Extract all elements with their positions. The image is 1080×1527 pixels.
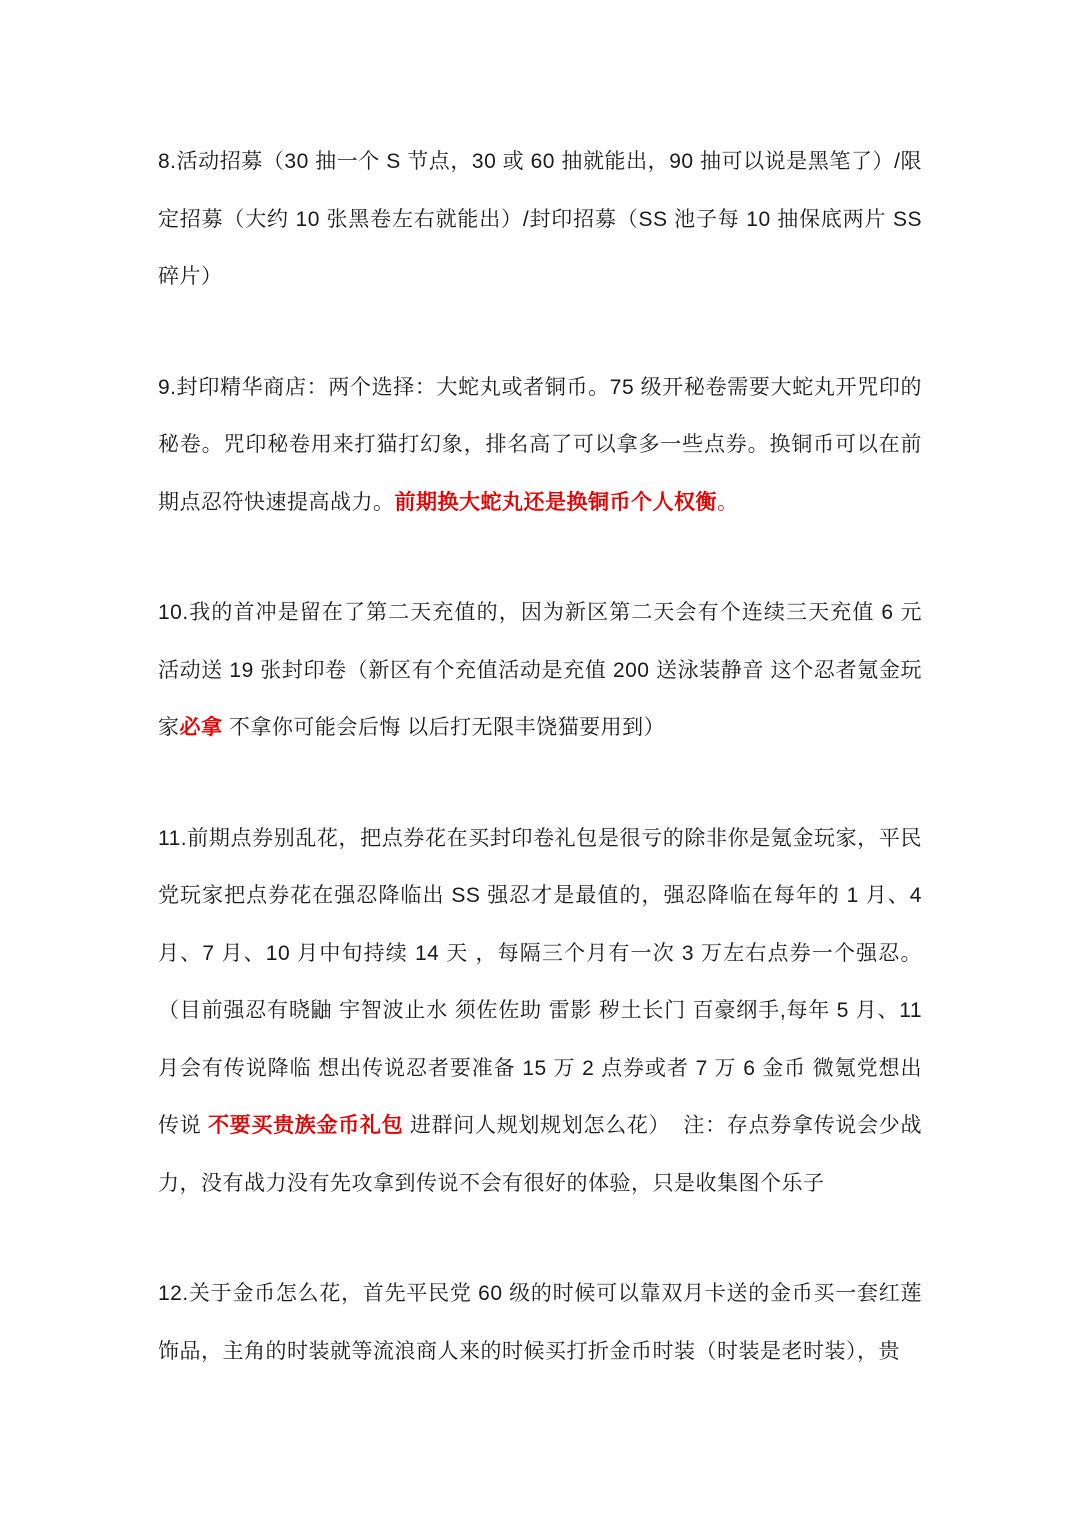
paragraph-item-9 [158, 359, 922, 532]
paragraph-item-8 [158, 133, 929, 306]
highlighted-text-run: 前期换大蛇丸还是换铜币个人权衡 [394, 490, 717, 514]
highlighted-text-run: 。 [717, 490, 739, 514]
paragraph-item-11 [158, 810, 929, 1213]
text-run: 11.前期点券别乱花，把点券花在买封印卷礼包是很亏的除非你是氪金玩家，平民党玩家把点券花在强忍降临出 SS 强忍才是最值的，强忍降临在每年的 1 月、4 月、7 月、10 月中旬持续 14 天 ，每隔三个月有一次 3 万左右点券一个强忍。（目前强忍有晓鼬 宇智波止水 须佐佐助 雷影 秽土长门 百豪纲手,每年 5 月、11 月会有传说降临 想出传说忍者要准备 15 万 2 点券或者 7 万 6 金币 微氪党想出传说 [158, 826, 929, 1137]
text-run: 9.封印精华商店：两个选择：大蛇丸或者铜币。75 级开秘卷需要大蛇丸开咒印的秘卷。咒印秘卷用来打猫打幻象，排名高了可以拿多一些点券。换铜币可以在前期点忍符快速提高战力。 [158, 375, 922, 514]
document-body [158, 133, 929, 1380]
text-run: 进群问人规划规划怎么花） 注：存点券拿传说会少战力，没有战力没有先攻拿到传说不会有很好的体验，只是收集图个乐子 [158, 1114, 922, 1195]
highlighted-text-run: 必拿 [179, 716, 223, 739]
text-run: 不拿你可能会后悔 以后打无限丰饶猫要用到） [222, 716, 666, 739]
paragraph-item-12 [158, 1265, 922, 1380]
highlighted-text-run: 不要买贵族金币礼包 [207, 1114, 404, 1137]
text-run: 8.活动招募（30 抽一个 S 节点，30 或 60 抽就能出，90 抽可以说是黑笔了）/限定招募（大约 10 张黑卷左右就能出）/封印招募（SS 池子每 10 抽保底两片 SS 碎片） [158, 150, 929, 288]
text-run: 12.关于金币怎么花，首先平民党 60 级的时候可以靠双月卡送的金币买一套红莲饰品，主角的时装就等流浪商人来的时候买打折金币时装（时装是老时装），贵 [158, 1282, 922, 1363]
paragraph-item-10 [158, 584, 922, 757]
text-run: 10.我的首冲是留在了第二天充值的，因为新区第二天会有个连续三天充值 6 元活动送 19 张封印卷（新区有个充值活动是充值 200 送泳装静音 这个忍者氪金玩家 [158, 601, 922, 739]
